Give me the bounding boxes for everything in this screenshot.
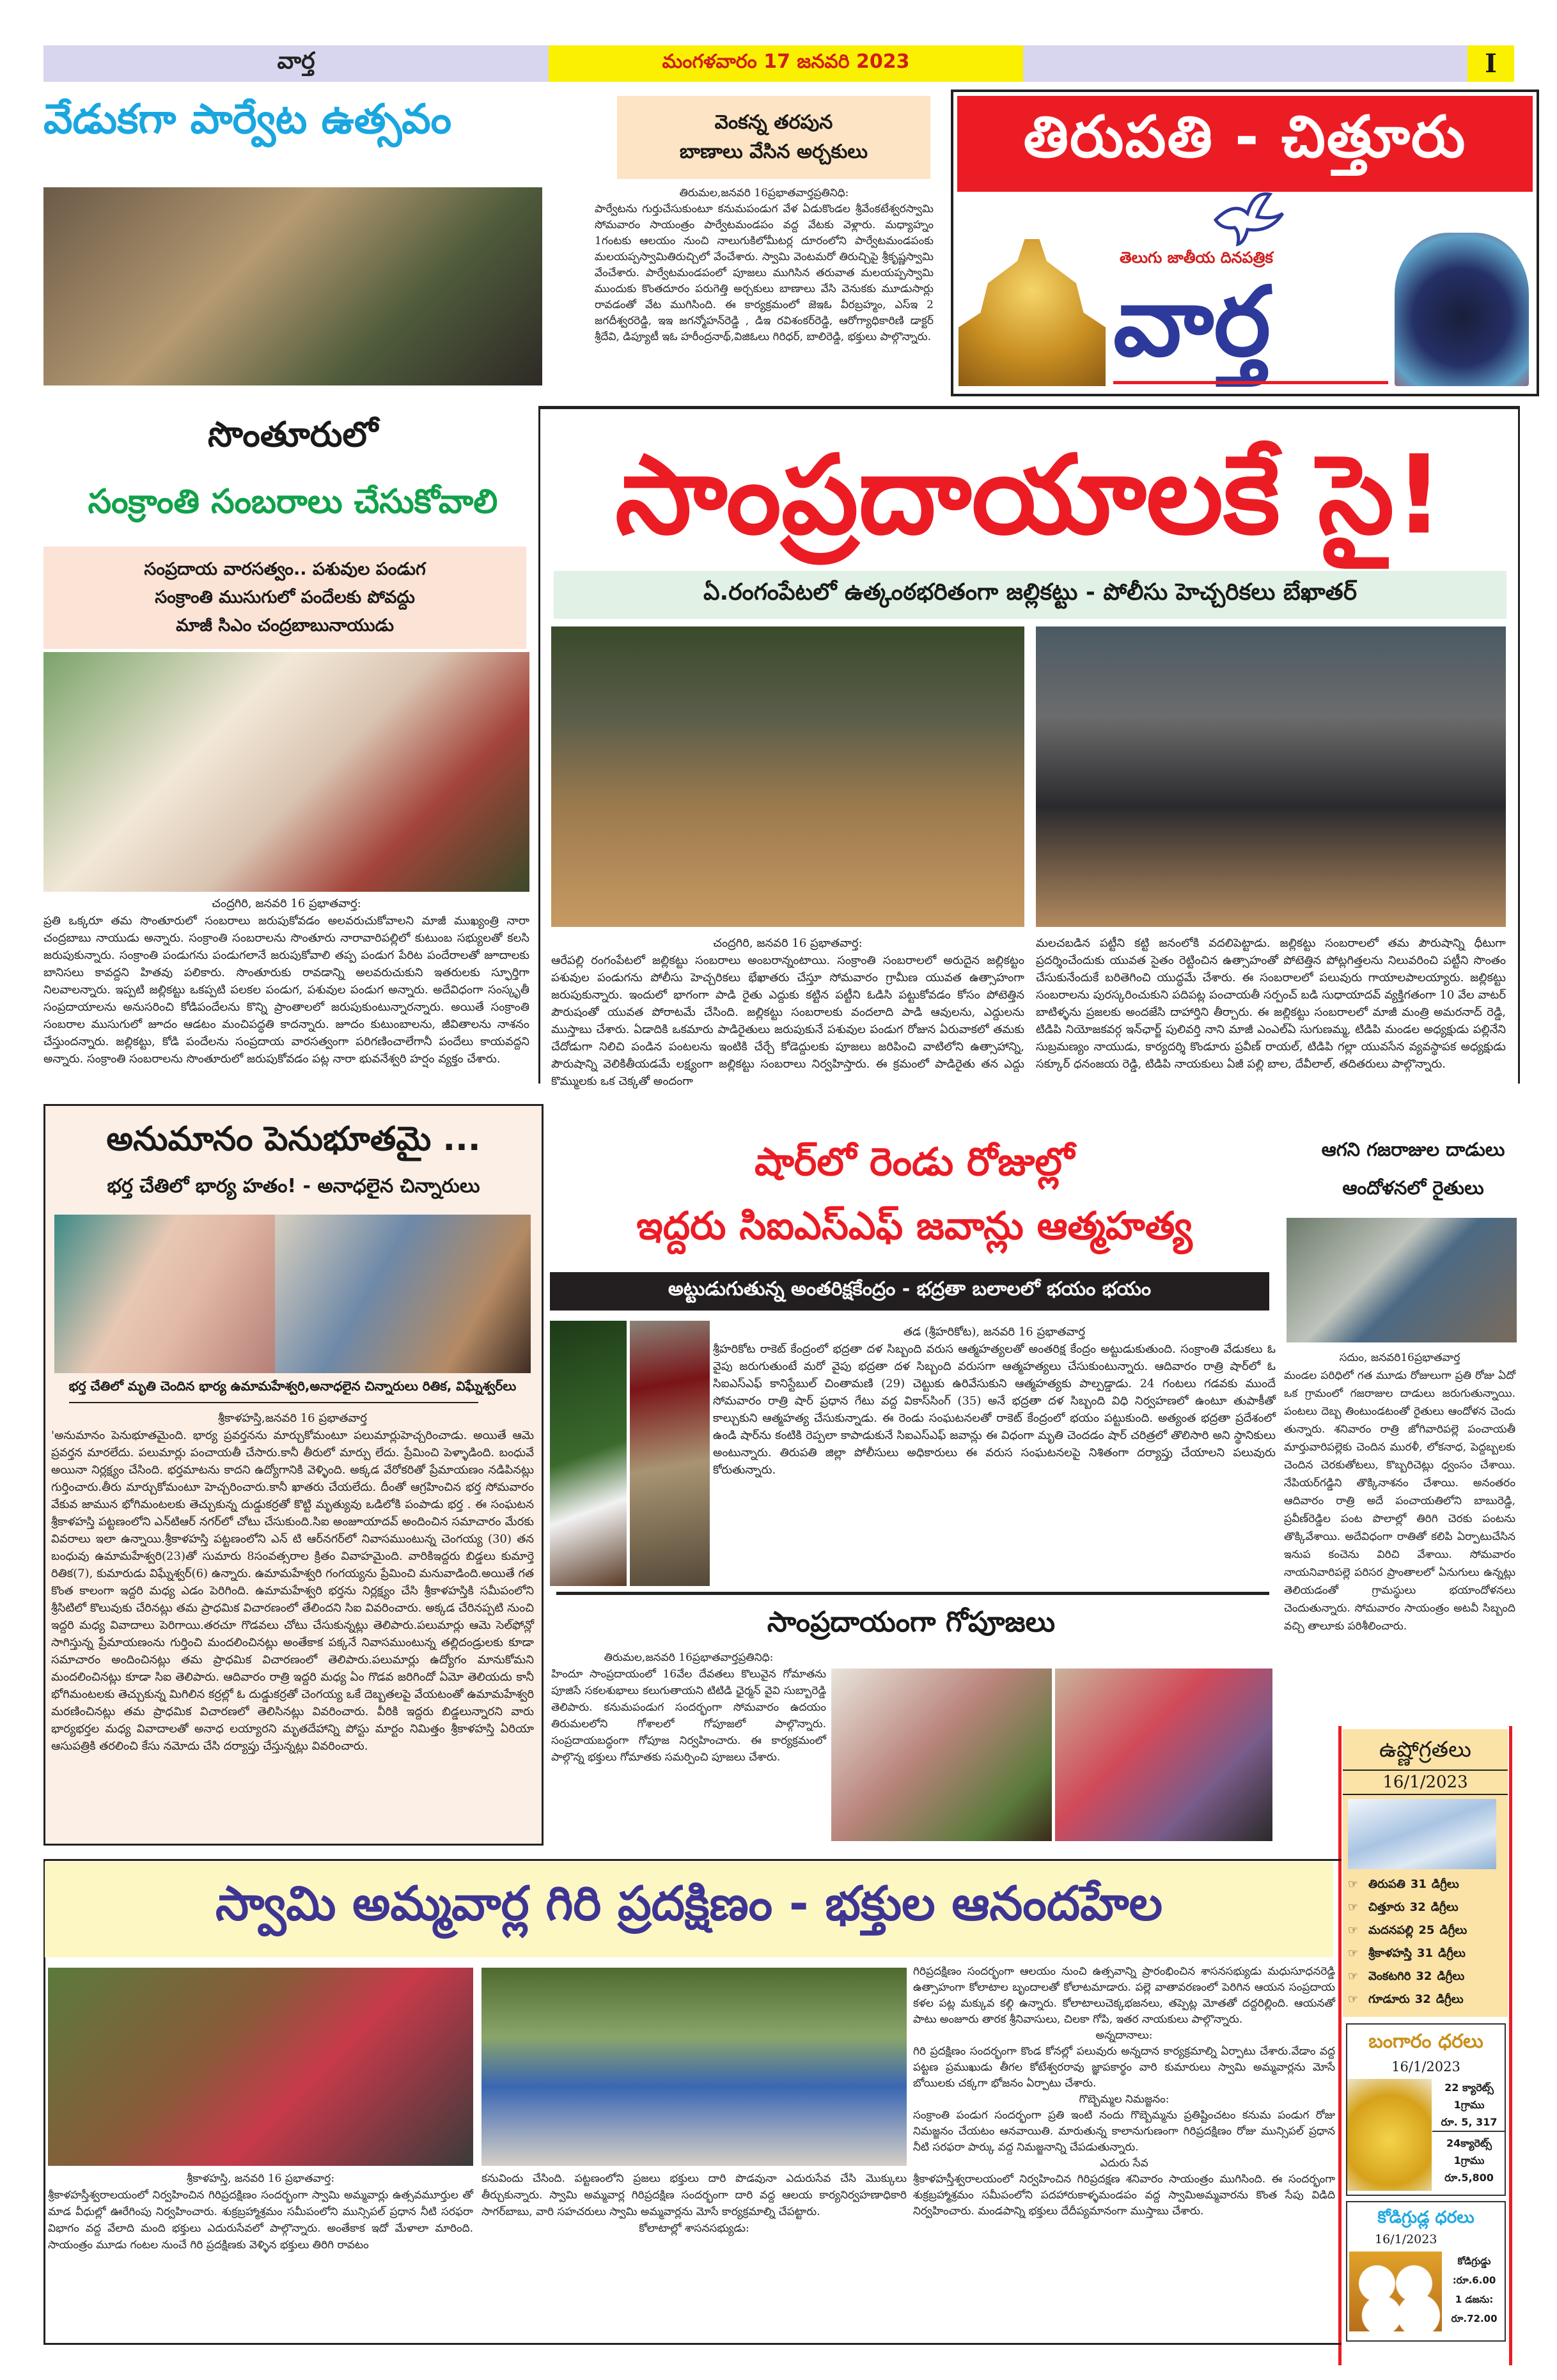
parveta-subhead-box [617,96,930,179]
dove-icon [1209,188,1286,245]
sonthuru-kicker: సొంతూరులో [207,414,379,455]
gopuja-headline: సాంప్రదాయంగా గోపూజలు [767,1606,1056,1638]
giri-article-col1 [48,2170,473,2342]
gold-jewellery-image [1347,2079,1432,2191]
murder-subheadline: భర్త చేతిలో భార్య హతం! - అనాధలైన చిన్నారులు [107,1175,480,1197]
egg-date: 16/1/2023 [1375,2232,1437,2246]
parveta-subhead-line1: వెంకన్న తరపున [714,111,833,134]
shar-deck: అట్టుడుగుతున్న అంతరిక్షకేంద్రం - భద్రతా బలాలలో భయం భయం [550,1272,1269,1311]
parveta-body: పార్వేటను గుర్తుచేసుకుంటూ కనుమపండుగ వేళ ఏడుకొండల శ్రీవేంకటేశ్వరస్వామి సోమవారం సాయంత్రం పార్వేటమండపం వద్ద వేటకు వెళ్లారు. మధ్యాహ్నం 1గంటకు ఆలయం నుంచి నాలుగుకిలోమీటర్ల దూరంలోని పార్వేటమండపంకు మలయప్పస్వామితిరుచ్చిలో వేంచేశారు. స్వామి వెంటమరో తిరుచ్చిపై శ్రీకృష్ణస్వామి వేంచేశారు. పార్వేటమండపంలో పూజలు ముగిసిన తరువాత మలయప్పస్వామి ముందుకు కొంతదూరం పరుగెత్తి అర్చకులు బాణాలు వేసి వెనుకకు మూడుసార్లు రావడంతో వేట ముగిసింది. ఈ కార్యక్రమంలో జెఇఓ వీరబ్రహ్మం, ఎస్ఇ 2 జగదీశ్వరరెడ్డి, ఇఇ జగన్మోహన్‌రెడ్డి , డిఇ రవిశంకర్‌రెడ్డి, ఆరోగ్యాధికారిణి డాక్టర్ శ్రీదేవి, డిప్యూటీ ఇఓ హరీంద్రనాథ్,విజిఓలు గిరిధర్, బాలిరెడ్డి, భక్తులు పాల్గొన్నారు. [595,203,934,343]
shar-article [713,1323,1276,1587]
region-banner: తిరుపతి - చిత్తూరు [957,96,1533,192]
children-photo [275,1215,531,1373]
pointing-hand-icon: ☞ [1348,1924,1359,1937]
giri-body-col2: కనువిందు చేసింది. పట్టణంలోని ప్రజలు భక్తులు దారి పొడవునా ఎదురుసేవ చేసి మొక్కులు తీర్చుకున్నారు. స్వామి అమ్మవార్ల గిరిప్రదక్షిణ సందర్భంగా దారి వద్ద ఆలయ కార్యనిర్వహణాధికారి సాగర్‌బాబు, వారి సహచరులు స్వామి అమ్మవార్లను మోసే కార్యక్రమాల్ని చేపట్టారు. [481,2172,907,2218]
sonthuru-dateline: చంద్రగిరి, జనవరి 16 ప్రభాతవార్త: [212,897,361,910]
giri-headline: స్వామి అమ్మవార్ల గిరి ప్రదక్షిణం - భక్తుల ఆనందహేల [45,1862,1333,1957]
page-number: I [1467,45,1514,82]
murder-body: 'అనుమానం పెనుభూతమైంది. భార్య ప్రవర్తనను మార్చుకోమంటూ పలుమార్లుహెచ్చరించాడు. అయితే ఆమె ప్రవర్తన మారలేదు. పలుమార్లు పంచాయతీ చేసారు.కానీ తీరులో మార్పు లేదు. ప్రేమించి పెళ్ళాడింది. బంధువే అయినా నిర్లక్ష్యం చేసింది. భర్తమాటను కాదని ఉద్యోగానికి వెళ్ళింది. అక్కడ వేరోకరితో ప్రేమాయణం నడిపినట్లు గుర్తించారు.తీరు మార్చుకోమంటూ హెచ్చరించారు.కానీ ఖాతరు చేయలేదు. దీంతో ఆగ్రహించిన భర్త సోమవారం వేకువ జామున భోగిమంటలకు తెచ్చుకున్న దుడ్డుకర్రతో కొట్టి మృత్యువు ఒడిలోకి పంపాడు భర్త . ఈ సంఘటన శ్రీకాళహస్తి పట్టణంలోని ఎన్‌టిఆర్ నగర్‌లో చోటు చేసుకుంది.సిఐ అంజూయాదవ్ అందించిన సమాచారం మేరకు వివరాలు ఇలా ఉన్నాయి.శ్రీకాళహస్తి పట్టణంలోని ఎన్ టి ఆర్‌నగర్‌లో నివాసముంటున్న చెంగయ్య (30) తన బంధువు ఉమామహేశ్వరి(23)తో సుమారు 8సంవత్సరాల క్రితం వివాహమైంది. వారికిఇద్దరు బిడ్డలు కుమార్తె రితిక(7), కుమారుడు విఘ్నేశ్వర్(6) ఉన్నారు. ఉమామహేశ్వరి గంగయ్యను ప్రేమించి మనువాడింది.అయితే గత కొంత కాలంగా ఇద్దరి మధ్య ఎడం పెరిగింది. ఉమామహేశ్వరి భర్తను నిర్లక్ష్యం చేసి శ్రీకాళహస్తికి సమీపంలోని శ్రీసిటిలో కొలువుకు చేరినట్లు తమ ప్రాధమిక విచారణంలో తేలిందని సిఐ వివరించారు. అక్కడ చేరినప్పటి నుంచి ఇద్దరి మధ్య వివాదాలు పెరిగాయి.తరచూ గొడవలు చోటు చేసుకున్నట్లు తెలిపారు.పలుమార్లు ఆమె సెల్‌ఫోన్లో సాగిస్తున్న ప్రేమాయణంను గుర్తించి మందలించినట్లు అంతేకాక పక్కనే నివాసముంటున్న తల్లిదండ్రులకు కూడా సమాచారం అందించినట్లు తమ ప్రాధమిక విచారణంలో తెలిపారు.పలుమార్లు ఉద్యోగం మానుకోమని మందలించినట్లు కూడా సిఐ తెలిపారు. ఆదివారం రాత్రి ఇద్దరి మధ్య ఏం గొడవ జరిగిందో ఏమో తెలియదు కానీ భోగిమంటలకు తెచ్చుకున్న మిగిలిన కర్రల్లో ఓ దుడ్డుకర్రతో చెంగయ్య ఒకే దెబ్బతలపై వేయటంతో ఉమామహేశ్వరి మరణించినట్లు తమ ప్రాధమిక విచారణలో తెలిసినట్లు వివరించారు. వీరికి ఇద్దరు బిడ్డలున్నారని వారు భార్యభర్తల మధ్య వివాదాలతో అనాధ లయ్యారని మృతదేహాన్ని పోస్టు మార్టం నిమిత్తం శ్రీకాళహస్తి ఏరియా ఆసుపత్రికి తరలించి కేసు నమోదు చేసి దర్యాప్తు చేస్తున్నట్లు వివరించారు. [51,1429,534,1753]
gold-24k-price: 24క్యారెట్స్ 1గ్రాము రూ.5,800 [1444,2137,1494,2184]
gopuja-photo-2 [1055,1668,1272,1841]
egg-prices: కోడిగ్రుడ్డు :రూ.6.00 1 డజను: రూ.72.00 [1451,2255,1498,2324]
sky-image [1348,1799,1496,1869]
elephants-article [1284,1349,1515,1713]
parveta-subhead-line2: బాణాలు వేసిన అర్చకులు [679,141,868,163]
elephants-dateline: సదుం, జనవరి16ప్రభాతవార్త [1339,1351,1460,1364]
elephants-headline [1285,1130,1541,1207]
deck-line: సంక్రాంతి ముసుగులో పందేలకు పోవద్దు [155,587,415,607]
jallikattu-photo-bull [1036,626,1506,927]
giri-subhead-kolatam: కోలాటాల్లో శాసనసభ్యుడు: [639,2222,749,2235]
section-rule [556,1592,1269,1595]
giri-article-col3: గిరిప్రదక్షిణం సందర్భంగా ఆలయం నుంచి ఉత్సవాన్ని ప్రారంభించిన శాసనసభ్యుడు మధుసూధనరెడ్డి ఉత్సాహంగా కోలాటాల బృందాలతో కోలాటమాడారు. పల్లె వాతావరణంలో పెరిగిన ఆయన సంప్రదాయ కళల పట్ల మక్కువ కల్గి ఉన్నారు. కోలాటాలుచెక్కభజనలు, తప్పెట్ల మోతతో దద్దరిల్లింది. ఆయనతో పాటు అంజూరు తారక శ్రీనివాసులు, చిలకా గోపి, ఇతర నాయకులు పాల్గొన్నారు. అన్నదానాలు: గిరి ప్రదక్షిణం సందర్భంగా కొండ కోనల్లో పలువురు అన్నదాన కార్యక్రమాల్ని ఏర్పాటు చేశారు.వేడాం వద్ద పట్టణ ప్రముఖుడు తీగల కోటేశ్వరరావు జ్ఞాపకార్థం వారి కుమారులు స్వామి అమ్మవార్లను మోసే బోయిలకు చక్కగా భోజనం ఏర్పాటు చేశారు. గొబ్బెమ్మల నిమజ్జనం: సంక్రాంతి పండుగ సందర్భంగా ప్రతి ఇంటి నందు గొబ్బెమ్మను ప్రతిష్టించటం కనుమ పండుగ రోజు నిమజ్జనం చేయటం ఆనవాయితి. మారుతున్న కాలానుగుణంగా గిరిప్రదక్షిణం రోజు మున్సిపల్ ప్రధాన నీటి సరఫరా పార్కు వద్ద నిమజ్జనాన్ని చేపడుతున్నారు. ఎదురు సేవ శ్రీకాళహస్తీశ్వరాలయంలో నిర్వహించిన గిరిప్రదక్షణ శనివారం సాయంత్రం ముగిసింది. ఈ సందర్భంగా శుక్రబ్రహ్మాశ్రమం సమీపంలోని పదహారుకాళ్ళమండపం వద్ద స్వామిఅమ్మవారను కొంత సేపు విడిది నిర్వహించారు. మండపాన్ని భక్తులు దేదీప్యమానంగా ముస్తాబు చేశారు. [913,1965,1335,2218]
shar-headline-line2: ఇద్దరు సిఐఎస్ఎఫ్ జవాన్లు ఆత్మహత్య [636,1204,1193,1248]
masthead-tagline: తెలుగు జాతీయ దినపత్రిక [1120,249,1273,267]
deck-line: సంప్రదాయ వారసత్వం.. పశువుల పండుగ [144,559,426,579]
parveta-dateline: తిరుమల,జనవరి 16ప్రభాతవార్తప్రతినిధి: [679,187,849,199]
gold-title: బంగారం ధరలు [1368,2030,1483,2053]
elephants-body: మండల పరిధిలో గత మూడు రోజులుగా ప్రతి రోజు ఏదో ఒక గ్రామంలో గజరాజుల దాడులు జరుగుతున్నాయి. పంటలు దెబ్బ తింటుండటంతో రైతులు ఆందోళన చెందు తున్నారు. శనివారం రాత్రి జోగివారిపల్లె పంచాయతీ మార్తువారిపల్లెకు చెందిన మురళీ, లోకనాధ, పెద్దబ్బలకు చెందిన చెరకుతోటలు, కొబ్బరిచెట్లు ధ్వంసం చేశాయి. నేపియర్‌గడ్డిని తొక్కినాశనం చేశాయి. అనంతరం ఆదివారం రాత్రి అదే పంచాయతిలోని బాబురెడ్డి, ప్రవీణ్‌రెడ్డిల పంట పొలాల్లో తిరిగి చెరకు పంటను తొక్కివేశాయి. అదేవిధంగా రాతితో కలిపి ఏర్పాటుచేసిన ఇనుప కంచెను విరిచి వేశాయి. సోమవారం నాయనివారిపల్లె పరిసర ప్రాంతాలలో ఏనుగులు ఉన్నట్లు తెలియడంతో గ్రామస్థులు భయాందోళనలు చెందుతున్నారు. సోమవారం సాయంత్రం అటవీ సిబ్బంది వచ్చి తాలూకు పరిశీలించారు. [1284,1369,1515,1633]
gopuja-dateline: తిరుమల,జనవరి 16ప్రభాతవార్తప్రతినిధి: [604,1651,774,1664]
jallikattu-dateline: చంద్రగిరి, జనవరి 16 ప్రభాతవార్త: [713,937,863,950]
jallikattu-article-col2: మలచబడిన పట్టీని కట్టి జనంలోకి వదలిపెట్టాడు. జల్లికట్టు సంబరాలలో తమ పౌరుషాన్ని ధీటుగా ప్రదర్శించేందుకు యువత సైతం రెట్టించిన ఉత్సాహంతో పోటెత్తిన పోట్లగిత్తలను నిలువరించి పట్టీని సొంతం చేసుకునేందుకే బరితెగించి యుద్ధమే చేశారు. ఈ సంబరాలలో పలువురు గాయాలపాలయ్యారు. జల్లికట్టు సంబరాలను పురస్కరించుకుని పదిపట్ల పంచాయతీ సర్పంచ్ బడి సుధాయాదవ్ వ్యక్తిగతంగా 10 వేల వాటర్ బాటిళ్ళను ప్రజలకు అందజేసి దాహార్తిని తీర్చారు. ఈ జల్లికట్టు సంబరాలలో మాజీ మంత్రి అమరనాద్ రెడ్డి, టిడిపి నియోజకవర్గ ఇన్‌ఛార్జ్ పులివర్తి నాని మాజీ ఎంఎల్ఏ సుగుణమ్మ, టిడిపి మండల అధ్యక్షుడు పల్లినేని సుబ్రమణ్యం నాయుడు, కార్యదర్శి కొండూరు ప్రవీణ్ రాయల్, టిడిపి గల్లా యువసేన వ్యవస్థాపక అధ్యక్షుడు సక్కూర్ ధనంజయ రెడ్డి, టిడిపి నాయకులు ఏజీ పల్లి బాల, దేవీలాల్, తదితరులు పాల్గొన్నారు. [1036,937,1506,1071]
elephant-damage-photo [1287,1218,1517,1342]
masthead-logo: వార్త [1113,267,1271,378]
jallikattu-headline: సాంప్రదాయాలకే సై! [615,432,1444,559]
masthead [951,89,1539,396]
elephants-headline-line1: ఆగని గజరాజుల దాడులు [1321,1139,1505,1160]
gold-22k-price: 22 క్యారెట్స్ 1గ్రాము రూ. 5, 317 [1432,2079,1506,2132]
weather-row: ☞ గూడూరు 32 డిగ్రీలు [1348,1988,1505,2011]
shar-photo-victim [630,1321,710,1586]
eggs-image [1349,2252,1442,2331]
shar-body: శ్రీహరికోట రాకెట్ కేంద్రంలో భద్రతా దళ సిబ్బంది వరుస ఆత్మహత్యలతో అంతరిక్ష కేంద్రం అట్టుడుకుతుంది. సంక్రాంతి వేడుకలు ఓ వైపు జరుగుతుంటే మరో వైపు భద్రతా దళ సిబ్బంది వరుసగా ఆత్మహత్యలు చేసుకుంటున్నారు. ఆదివారం రాత్రి షార్‌లో ఓ సిఐఎస్ఎఫ్ కానిస్టేబుల్ చింతామణి (29) చెట్టుకు ఉరివేసుకుని ఆత్మహత్యకు పాల్పడ్డాడు. 24 గంటలు గడవకు ముందే సోమవారం రాత్రి షార్ ప్రధాన గేటు వద్ద వికాస్‌సింగ్ (35) అనే భద్రతా దళ సిబ్బంది విధి నిర్వహణలో ఉంటూ తుపాకీతో కాల్చుకుని ఆత్మహత్య చేసుకున్నాడు. ఈ రెండు సంఘటనలతో రాకెట్ కేంద్రంలో భయం పట్టుకుంది. అత్యంత భద్రతా ప్రదేశంలో ఉండి షార్‌ను కంటికి రెప్పలా కాపాడుకునే సిఐఎస్ఎఫ్ జవాన్లు ఈ విధంగా మృతి చెందడం షార్ చరిత్రలో తొలిసారి అని స్థానికులు అంటున్నారు. తిరుపతి జిల్లా పోలీసులు అధికారులు ఈ వరుస సంఘటనలపై నిశితంగా దర్యాప్తు చేయాలని పలువురు కోరుతున్నారు. [713,1342,1276,1477]
shar-dateline: తడ (శ్రీహరికోట), జనవరి 16 ప్రభాతవార్త [903,1325,1086,1339]
weather-row: ☞ వెంకటగిరి 32 డిగ్రీలు [1348,1965,1505,1988]
giri-subhead-annadanam: అన్నదానాలు: [1095,2029,1153,2042]
murder-headline: అనుమానం పెనుభూతమై ... [106,1120,481,1158]
weather-title: ఉష్ణోగ్రతలు [1379,1737,1471,1762]
murder-dateline: శ్రీకాళహస్తి,జనవరి 16 ప్రభాతవార్త [218,1412,367,1425]
egg-title: కోడిగ్రుడ్ల ధరలు [1377,2208,1475,2227]
jallikattu-article-col1 [551,935,1024,1088]
giri-subhead-nimajjanam: గొబ్బెమ్మల నిమజ్జనం: [1079,2093,1170,2106]
pointing-hand-icon: ☞ [1348,1947,1359,1960]
giri-crowd-photo [481,1968,907,2166]
parveta-headline: వేడుకగా పార్వేట ఉత్సవం [43,96,452,143]
parveta-photo [43,187,542,385]
deity-image [1395,233,1529,386]
weather-row: ☞ చిత్తూరు 32 డిగ్రీలు [1348,1896,1505,1919]
victim-photo [54,1215,275,1373]
strip-logo: వార్త [277,47,315,74]
parveta-article [595,185,934,396]
pointing-hand-icon: ☞ [1348,1878,1359,1891]
deck-line: మాజీ సిఎం చంద్రబాబునాయుడు [176,616,394,635]
murder-article [51,1410,534,1841]
weather-row: ☞ తిరుపతి 31 డిగ్రీలు [1348,1873,1505,1896]
weather-date: 16/1/2023 [1343,1769,1508,1795]
logo-underline [1113,381,1388,384]
temple-image [958,239,1106,386]
weather-row: ☞ శ్రీకాళహస్తి 31 డిగ్రీలు [1348,1942,1505,1965]
pointing-hand-icon: ☞ [1348,1970,1359,1983]
pointing-hand-icon: ☞ [1348,1993,1359,2006]
sonthuru-body: ప్రతి ఒక్కరూ తమ సొంతూరులో సంబరాలు జరుపుకోవడం అలవరుచుకోవాలని మాజీ ముఖ్యంత్రి నారా చంద్రబాబు నాయుడు అన్నారు. సంక్రాంతి సంబరాలను సొంతూరు నారావారిపల్లిలో కుటుంబ సభ్యులతో కలసి జరుపుకున్నారు. సంక్రాంతి పండుగను పండుగలానే జరుపుకోవాలి తప్ప పండుగ పేరిట పందేరాలతో జూదాలకు బానిసలు కావద్దని హితవు పలికారు. సొంతూరుకు రావడాన్ని అలవరుచుకుని ఇతరులకు స్ఫూర్తిగా నిలవాలన్నారు. ఇప్పటి జల్లికట్టు ఒకప్పటి పలకల పండుగ, పశువుల పండుగ అన్నారు. అదేవిధంగా సంస్కృతీ సంప్రదాయాలను అనుసరించి కోడిపందేలను కొన్ని ప్రాంతాలలో జరుపుకుంటున్నారన్నారు. అయితే సంక్రాంతి సంబరాల ముసుగులో జూదం ఆడటం మంచిపద్ధతి కాదన్నారు. జూదం కుటుంబాలను, జీవితాలను నాశనం చేస్తుందన్నారు. జల్లికట్టు, కోడి పందేలను సంప్రదాయ వారసత్వంగా పరిగణించాలేగానీ పందేలు కాయవద్దని అన్నారు. సంక్రాంతి సంబరాలను సొంతూరులో జరుపుకోవడం పట్ల నారా భువనేశ్వరి హర్షం వ్యక్తం చేశారు. [43,914,529,1066]
edition-date: మంగళవారం 17 జనవరి 2023 [549,45,1023,82]
giri-dateline: శ్రీకాళహస్తి, జనవరి 16 ప్రభాతవార్త: [186,2172,335,2185]
murder-photo-caption: భర్త చేతిలో మృతి చెందిన భార్య ఉమామహేశ్వరి,అనాధలైన చిన్నారులు రితిక, విఘ్నేశ్వర్‌లు [68,1378,517,1394]
sonthuru-headline: సంక్రాంతి సంబరాలు చేసుకోవాలి [88,483,498,521]
giri-subhead-edurseva: ఎదురు సేవ [1100,2157,1148,2170]
shar-headline-line1: షార్‌లో రెండు రోజుల్లో [754,1140,1075,1185]
pointing-hand-icon: ☞ [1348,1901,1359,1914]
shar-headline [556,1130,1272,1258]
sonthuru-article [43,895,529,1087]
weather-row: ☞ మదనపల్లి 25 డిగ్రీలు [1348,1919,1505,1942]
jallikattu-body-col1: ఆరేపల్లి రంగంపేటలో జల్లికట్టు సంబరాలు అంబరాన్నంటాయి. సంక్రాంతి సంబరాలలో అరుదైన జల్లికట్టం పశువుల పండుగను పోలీసు హెచ్చరికలు భేఖాతరు చేస్తూ సోమవారం గ్రామీణ యువత ఉత్సాహంగా జరుపుకున్నారు. ఇందులో భాగంగా పాడి రైతు ఎద్దుకు కట్టిన పట్టీని ఓడిసి పట్టుకోవడం కోసం పోటెత్తిన పౌరుషంతో యువత పోరాటమే చేసింది. జల్లికట్టు సంబరాలకు వందలాది పాడి ఆవులను, ఎద్దులను ముస్తాబు చేశారు. ఏడాదికి ఒకమారు పాడిరైతులు జరుపుకునే పశువుల పండుగ రోజున ఏరువాకలో తమకు చేదోడుగా నిలిచి పండిన పంటలను ఇంటికి చేర్చే కోడెద్దులకు పూజలు జరిపించి వాటిలోని ఉత్సాహాన్ని, పౌరుషాన్ని వెలికితీయడమే లక్ష్యంగా జల్లికట్టు సంబరాలు నిర్వహిస్తారు. ఈ క్రమంలో పాడిరైతు తన ఎద్దు కొమ్ములకు ఒక చెక్కతో అందంగా [551,954,1024,1088]
gopuja-photo-1 [831,1668,1052,1841]
jallikattu-deck: ఏ.రంగంపేటలో ఉత్కంఠభరితంగా జల్లికట్టు - పోలీసు హెచ్చరికలు బేఖాతర్ [554,571,1506,619]
elephants-headline-line2: ఆందోళనలో రైతులు [1342,1177,1484,1199]
gold-date: 16/1/2023 [1391,2059,1460,2074]
shar-photo-police [550,1321,627,1586]
giri-procession-photo [48,1968,473,2166]
gopuja-body: హిందూ సాంప్రదాయంలో 16వేల దేవతలు కొలువైన గోమాతను పూజిసే సకలశుభాలు కలుగుతాయని టిటిడి ఛైర్మన్ వైవి సుబ్బారెడ్డి తెలిపారు. కనుమపండుగ సందర్భంగా సోమవారం ఉదయం తిరుమలలోని గోశాలలో గోపూజలో పాల్గొన్నారు. సంప్రదాయబద్ధంగా గోపూజ నిర్వహించారు. ఈ కార్యక్రమంలో పాల్గొన్న భక్తులు గోమాతకు సమర్పించి పూజలు చేశారు. [551,1668,826,1764]
gopuja-article [551,1649,826,1844]
sonthuru-deck [43,547,526,649]
giri-body-col1: శ్రీకాళహస్తీశ్వరాలయంలో నిర్వహించిన గిరిప్రదక్షిణం సందర్భంగా స్వామి అమ్మవార్లు ఉత్సవమూర్తుల తో మాడ వీధుల్లో ఊరేగింపు నిర్వహించారు. శుక్రబ్రహ్మాశ్రమం సమీపంలోని మున్సిపల్ ప్రధాన నీటి సరఫరా విభాగం వద్ద వేలాది మంది భక్తులు ఎదురుసేవలో పాల్గొన్నారు. అంతేకాక ఇదో మేళాలా మారింది. సాయంత్రం మూడు గంటల నుంచే గిరి ప్రదక్షిణకు వెళ్ళిన భక్తులు తిరిగి రావటం [48,2189,473,2252]
chandrababu-family-photo [43,652,529,892]
giri-article-col2 [481,2170,907,2342]
caption-rule [69,1402,478,1403]
jallikattu-photo-crowd [551,626,1024,927]
